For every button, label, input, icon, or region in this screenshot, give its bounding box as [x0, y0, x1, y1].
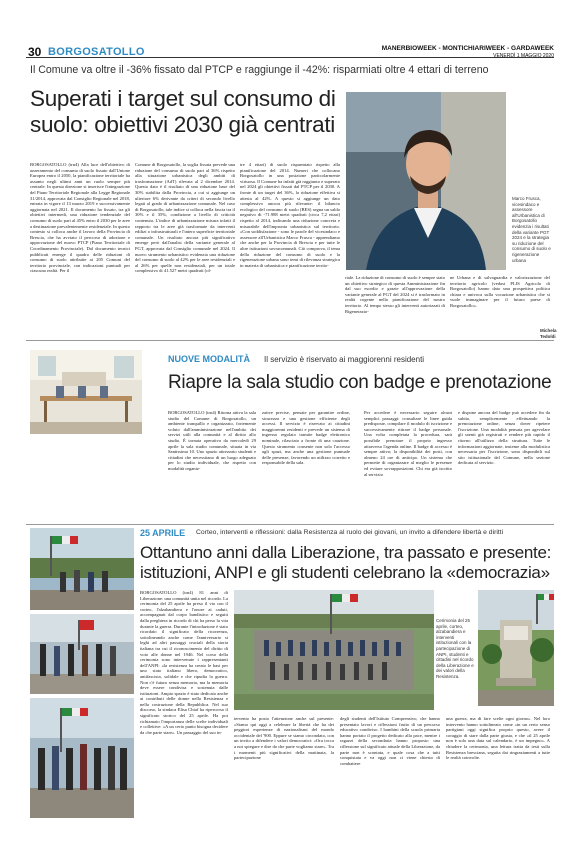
- parade-photo-3: [30, 698, 134, 818]
- ceremony-caption: Cerimonia del 25 aprile, corteo, alzabandiera e interventi istituzionali con la partecipazione di ANPI, studenti e cittadini nel ricordo della Liberazione e dei valori della Resistenza.: [436, 618, 474, 679]
- section-divider: [26, 340, 554, 341]
- parade-photo-1: [30, 528, 134, 610]
- portrait-photo: [346, 92, 506, 270]
- article1-col2: Comune di Borgosatollo, la soglia fissata prevede una riduzione del consumo di suolo pari al 36% rispetto alla situazione urbanistica degli ambiti di trasformazione (AdT) rilevata al 2 dicembre 2014. Questo dato è il risultato di una riduzione base del 30% stabilita dalla Provincia, a cui si aggiunge un ulteriore 6% derivante da criteri di secondo livello legati al grado di urbanizzazione comunale. Nel caso di Borgosatollo, tale indice si colloca nella fascia tra il 30% e il 35%, condizione a livello di criticità contenuta. L'indice di urbanizzazione misura infatti il rapporto tra le aree già trasformate da interventi edilizi o infrastrutturali e l'intero superficie territoriale comunale. Un risultato ancora più significativo emerge però dall'analisi della variante generale al PGT, approvata dal Consiglio comunale nel 2024. Il nuovo strumento urbanistico evidenzia una riduzione del consumo di suolo al 42% per le aree residenziali e al 26% per quelle non residenziali, per un totale complessivo di 41.527 metri quadrati (ol-: [135, 162, 235, 274]
- article1-col3: tre 4 ettari) di suolo risparmiato rispetto alla pianificazione del 2014. Numeri che collocano Borgosatollo in una posizione particolarmente virtuosa. Il Comune ha infatti già raggiunto e superato nel 2024 gli obiettivi fissati dal PTCP per il 2030. A fronte di un target del 36%, la riduzione effettiva si attesta al 42%. A questo si aggiunge un dato complessivo ancora più rilevante: il bilancio ecologico del consumo di suolo (BES) segna un saldo negativo di -71.988 metri quadrati (circa 7,2 ettari) rispetto al 2014, indicando una riduzione concreta e misurabile dell'impronta urbanistica sul territorio. «Con soddisfazione - sono le parole del vicesindaco e assessore all'Urbanistica Marco Frusca - apprendiamo che anche per la Provincia di Brescia e per tutte le altre istituzioni sovracomunali. Ciò comprova, il tema della riduzione del consumo di suolo e la rigenerazione urbana sono temi di rilevanza strategica in materia di urbanistica e pianificazione territo-: [240, 162, 340, 268]
- article2-tag: NUOVE MODALITÀ: [168, 354, 250, 364]
- article3-subtitle: Corteo, interventi e riflessioni: dalla Resistenza al ruolo dei giovani, un invito a difendere libertà e diritti: [196, 529, 504, 536]
- article1-title: Superati i target sul consumo di suolo: obiettivi 2030 già centrati: [30, 86, 336, 137]
- page-number: 30: [28, 45, 42, 59]
- article2-subtitle: Il servizio è riservato ai maggiorenni residenti: [264, 355, 425, 364]
- article2-col1: BORGOSATOLLO (trn4) Ritorna attiva la sala studio del Comune di Borgosatollo, un ambiente tranquillo e organizzato, fortemente voluto dall'amministrazione nell'ambito dei servizi utili alla comunità e al diritto allo studio. È tornata operativa da mercoledì 29 aprile la sala studio comunale, situata in via Santissima 10. Uno spazio attrezzato studenti e cittadini che necessitano di un luogo adeguato per lo studio individuale, che rispetto con modalità organiz-: [168, 410, 256, 471]
- article1-col1: BORGOSATOLLO (trn4) Alla luce dell'obiettivo di azzeramento del consumo di suolo fissato dall'Unione Europea entro il 2050, la pianificazione territoriale ha assunto negli ultimi anni un ruolo sempre più centrale. In questa direzione si inserisce l'integrazione del Piano Territoriale Regionale alla Legge Regionale 31/2014, approvata dal Consiglio Regionale nel 2018, entrata in vigore il 13 marzo 2019 e successivamente aggiornata nel 2021. Il documento ha fissato, tra gli obiettivi intermedi, una riduzione tendenziale del consumo di suolo pari al 45% entro il 2030 per le aree a destinazione prevalentemente residenziale. In questo contesto si colloca anche il lavoro della Provincia di Brescia, che ha avviato il percorso di adozione e approvazione del nuovo PTCP (Piano Territoriale di Coordinamento Provinciale). Dal documento tecnici pubblicati emerge il quadro delle riduzioni di consumo di suolo attribuite ai 205 Comuni del territorio provinciale, con indicazioni puntuali per ciascuna realtà. Per il: [30, 162, 130, 274]
- article2-col4: e dispone ancora del badge può accedere fin da subito, semplicemente effettuando la prenotazione online, senza dover ripetere l'iscrizione. Una modalità pensata per agevolare gli utenti già registrati e rendere più rapido il ritorno all'utilizzo della struttura. Tutte le informazioni aggiornate, insieme alla modulistica necessaria per l'iscrizione, sono disponibili sul sito istituzionale del Comune, nella sezione dedicata al servizio.: [458, 410, 550, 466]
- issue-date: VENERDÌ 1 MAGGIO 2020: [493, 53, 554, 59]
- article3-tag: 25 APRILE: [140, 528, 186, 538]
- newspaper-name: MANERBIOWEEK - MONTICHIARIWEEK - GARDAWEEK: [381, 45, 554, 52]
- article1-col5: ne Urbana e di salvaguardia e valorizzazione del territorio agricolo (vedasi PLIS Agricolo di Borgosatollo) hanno dato una prospettiva politica chiara e univoca sulla vocazione urbanistica che si vuole immaginare per il futuro paese di Borgosatollo».: [450, 275, 550, 308]
- portrait-caption: Marco Frusca, vicesindaco e assessore all'Urbanistica di Borgosatollo evidenzia i risultati della variante PGT 2024 e la strategia su riduzione del consumo di suolo e rigenerazione urbana: [512, 196, 551, 263]
- section-town: BORGOSATOLLO: [48, 46, 145, 58]
- monument-photo: [478, 590, 554, 706]
- article3-title: Ottantuno anni dalla Liberazione, tra passato e presente: istituzioni, ANPI e gli studenti celebrano la «democrazia»: [140, 543, 552, 582]
- article1-kicker: Il Comune va oltre il -36% fissato dal PTCP e raggiunge il -42%: risparmiati oltre 4 ettari di terreno: [30, 64, 489, 76]
- article3-col2: tervento ha posto l'attenzione anche sul presente: «Siamo qui oggi a celebrare la libertà che ha dei peggiori esperienze di nazionalismi del mondo occidentale del '900. Eppure se siamo circondato, con un invito a difendere i valori democratici: «Ora tocca a noi spiegare e dire da che parte vogliamo stare». Tra i momenti più significativi della mattinata, la partecipazione: [234, 716, 334, 761]
- section-divider-2: [26, 524, 554, 525]
- article3-col4: una guerra, ma di fare scelte ogni giorno». Nel loro intervento hanno sottolineato come «in un certo senso partigiani oggi significa proprio questo, avere il coraggio di stare dalla parte giusta, e che «il 25 aprile non è solo una data sul calendario, è un impegno». A chiudere la cerimonia, una lettura tratta da testi sulla Resistenza bresciana, seguita dai ringraziamenti a tutte le realtà coinvolte.: [446, 716, 550, 761]
- study-room-photo: [30, 350, 142, 434]
- article2-col3: Per accedere è necessario seguire alcuni semplici passaggi: consultare le linee guida predisposte, compilare il modulo di iscrizione e successivamente ritirare il badge personale. Una volta completata la procedura, sarà possibile prenotare il proprio ingresso attraverso l'agenda online. Il badge di accesso è sempre attivo; la disponibilità dei posti, con almeno 24 ore di anticipo. Un sistema che permette di organizzare al meglio le presenze ed evitare sovrapposizioni. Chi era già iscritto al servizio: [364, 410, 452, 477]
- article3-col3: degli studenti dell'Istituto Comprensivo, che hanno presentato lavori e riflessioni frutto di un percorso educativo condiviso. I bambini della scuola primaria hanno portato il progetto dedicato alla pace, mentre i ragazzi della secondaria hanno proposto una riflessione sul significato attuale della Liberazione, da parte non è scontata, e quale cosa che a tutti conquistata e va oggi non ci viene chiesto di combattere: [340, 716, 440, 766]
- article1-col4: riale. La riduzione di consumo di suolo è sempre stato un obiettivo strategico di questa Amministrazione fin dal suo esordio e grazie all'approvazione della variante generale al PGT del 2024 si è trasformato in realtà cogente nella pianificazione del nostro territorio. Al tempo stesso gli interventi autorizzati di Rigenerazio-: [345, 275, 445, 314]
- article3-col1: BORGOSATOLLO (trn4) 81 anni di Liberazione: una comunità unita nel ricordo. La cerimonia del 25 aprile ha preso il via con il corteo, l'alzabandiera e l'onore ai caduti, accompagnati dal corpo bandistico e seguiti dalla preghiera in ricordo di chi ha perso la vita durante la guerra. Durante l'introduzione è stato ricordato il significato della ricorrenza, sottolineando anche come l'anniversario si leghi ad altri passaggi cruciali della storia italiana tra cui il riconoscimento del diritto di voto alle donne nel 1946. Nel corso della cerimonia sono intervenute i rappresentanti dell'ANPI: «la resistenza ha creato le basi per uno stato italiano libero, democratico, antifascista, solidale e che ripudia la guerra. Non c'è futuro senza memoria, ma la memoria deve essere condivisa e sostenuta dalle istituzioni. Ampio spazio è stato dedicato anche ai contributi delle donne nella Resistenza e nella costruzione della Repubblica. Nel suo discorso, la sindaca Elisa Chiaf ha ripercorso il significato storico del 25 aprile. Ha poi richiamato l'importanza delle scelte individuali e collettive: «A un certo punto bisogna decidere da che parte stare». Un passaggio del suo in-: [140, 590, 228, 735]
- article2-title: Riapre la sala studio con badge e prenotazione: [168, 372, 552, 393]
- article1-byline: Michela Tedoldi: [540, 328, 557, 339]
- ceremony-photo: [234, 590, 434, 710]
- article2-col2: zative precise, pensate per garantire ordine, sicurezza e una gestione efficiente degli accessi. Il servizio è riservato ai cittadini maggiorenni residenti e prevede un sistema di ingresso regolato tramite badge elettronico nominale, rilasciato a fronte di una cauzione. Questo strumento consente non solo l'accesso agli spazi, ma anche una gestione puntuale delle presenze, favorendo un utilizzo corretto e responsabile della sala.: [262, 410, 350, 466]
- parade-photo-2: [30, 614, 134, 694]
